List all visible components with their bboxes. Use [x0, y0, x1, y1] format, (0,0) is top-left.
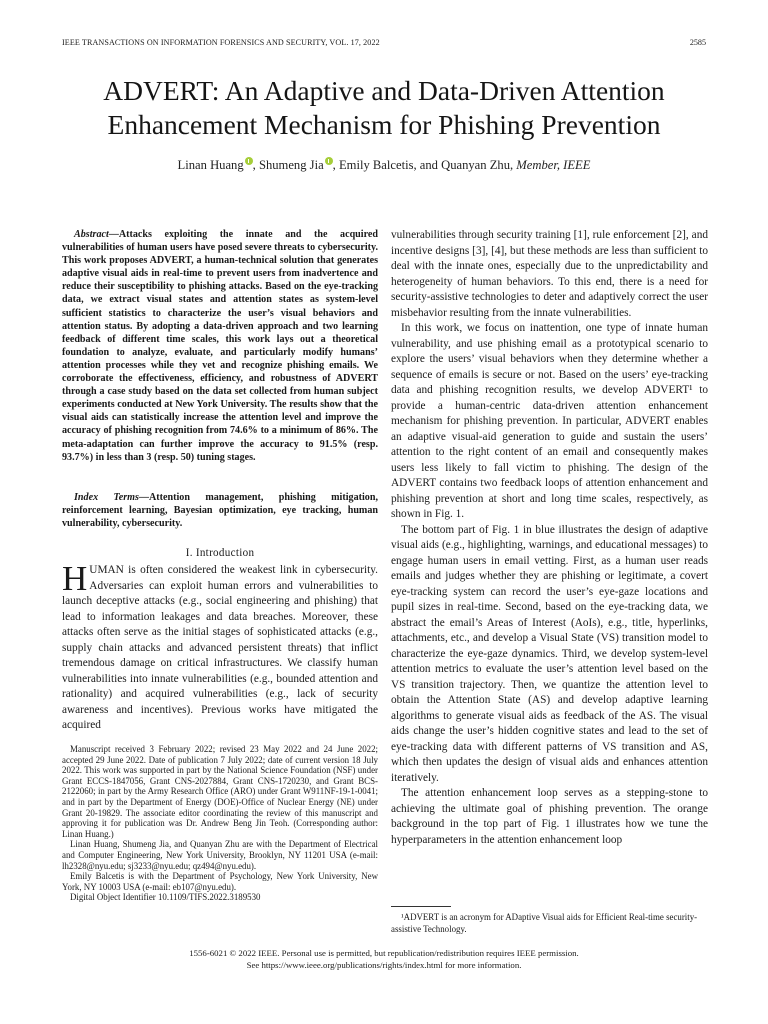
author-list: [20, 156, 748, 173]
author-1: Linan Huang: [177, 158, 244, 173]
intro-paragraph: UMAN is often considered the weakest link in cybersecurity. Adversaries can exploit human errors and vulnerabilities to launch deceptive attacks (e.g., social engineering and phishing) that lead to information leakages and data breaches. Moreover, these attacks often serve as the initial stages of sophisticated attacks (e.g., supply chain attacks and advanced persistent threats) that inflict tremendous damage on critical infrastructures. We classify human vulnerabilities into innate vulnerabilities (e.g., bounded attention and rationality) and acquired vulnerabilities (e.g., lack of security awareness and incentives). Previous works have mitigated the acquired: [62, 564, 378, 731]
abstract-text: —Attacks exploiting the innate and the acquired vulnerabilities of human users have posed severe threats to cybersecurity. This work proposes ADVERT, a human-technical solution that generates adaptive visual aids in real-time to prevent users from inadvertence and reduce their susceptibility to phishing attacks. Based on the eye-tracking data, we extract visual states and attention states as system-level sufficient statistics to characterize the user’s visual behaviors and attention status. By adopting a data-driven approach and two learning feedback of different time scales, this work lays out a theoretical foundation to analyze, evaluate, and particularly modify humans’ attention processes while they vet and recognize phishing emails. We corroborate the effectiveness, efficiency, and robustness of ADVERT through a case study based on the data set collected from human subject experiments conducted at New York University. The results show that the visual aids can statistically increase the attention level and improve the accuracy of phishing recognition from 74.6% to a minimum of 86%. The meta-adaptation can further improve the accuracy to 91.5% (resp. 93.7%) in less than 3 (resp. 50) tuning stages.: [62, 229, 378, 463]
orcid-icon[interactable]: [245, 157, 253, 165]
copyright-line-2: See https://www.ieee.org/publications/rights/index.html for more information.: [246, 959, 522, 970]
copyright-line-1: 1556-6021 © 2022 IEEE. Personal use is permitted, but republication/redistribution requires IEEE permission.: [189, 948, 579, 958]
footnote-divider: [391, 906, 451, 907]
affiliation-note-2: Emily Balcetis is with the Department of Psychology, New York University, New York, NY 10003 USA (e-mail: eb107@nyu.edu).: [62, 871, 378, 892]
doi-note: Digital Object Identifier 10.1109/TIFS.2022.3189530: [70, 892, 261, 903]
body-paragraph-1: vulnerabilities through security training [1], rule enforcement [2], and incentive designs [3], [4], but these methods are less than sufficient to deal with the innate ones, especially due to the unpredictability and heterogeneity of human behaviors. To this end, there is a need for security-assistive technologies to deter and adaptively correct the user misbehavior resulting from the innate vulnerabilities.: [391, 229, 708, 319]
body-paragraph-3: The bottom part of Fig. 1 in blue illustrates the design of adaptive visual aids (e.g., highlighting, warnings, and educational messages) to engage human users in email vetting. First, as a human user reads emails and judges whether they are phishing or legitimate, a covert eye-tracking system can record the user’s eye-gaze locations and pupil sizes in real-time. Second, based on the eye-tracking data, we abstract the email’s Areas of Interest (AoIs), e.g., title, hyperlinks, attachments, etc., and develop a Visual State (VS) transition model to characterize the eye-gaze dynamics. Third, we develop system-level attention metrics to evaluate the user’s attention level based on the VS transition trajectory. Then, we quantize the attention level to obtain the Attention State (AS) and develop adaptive learning algorithms to generate visual aids as feedback of the AS. The visual aids change the user’s hidden cognitive states and lead to the set of eye-tracking data with different patterns of VS transition and AS, which then updates the design of visual aids and enhances attention iteratively.: [391, 523, 708, 784]
right-footnote: [391, 911, 708, 935]
introduction-text: [62, 559, 378, 734]
index-terms-text: —Attention management, phishing mitigation, reinforcement learning, Bayesian optimization, eye tracking, human vulnerability, cybersecurity.: [62, 492, 378, 530]
running-header: [62, 38, 706, 50]
author-3: , Emily Balcetis, and Quanyan Zhu,: [332, 158, 517, 173]
copyright-notice: [62, 948, 706, 971]
section-heading: I. Introduction: [185, 547, 255, 559]
body-paragraph-2: In this work, we focus on inattention, one type of innate human vulnerability, and use phishing email as a prototypical scenario to explore the users’ visual behaviors when they determine whether a sequence of emails is secure or not. Based on the users’ eye-tracking data and phishing recognition results, we develop ADVERT¹ to provide a human-centric data-driven attention enhancement mechanism for phishing prevention. In particular, ADVERT enables an adaptive visual-aid generation to guide and sustain the users’ attention to the right content of an email and consequently makes users less likely to fall victim to phishing. The design of the ADVERT contains two feedback loops of attention enhancement and phishing prevention at short and long time scales, respectively, as shown in Fig. 1.: [391, 322, 708, 520]
body-paragraph-4: The attention enhancement loop serves as a stepping-stone to achieving the ultimate goal of phishing prevention. The orange background in the top part of Fig. 1 illustrates how we tune the hyperparameters in the attention enhancement loop: [391, 787, 708, 846]
orcid-icon[interactable]: [325, 157, 333, 165]
manuscript-note: Manuscript received 3 February 2022; revised 23 May 2022 and 24 June 2022; accepted 29 June 2022. Date of publication 7 July 2022; date of current version 18 July 2022. This work was supported in part by the National Science Foundation (NSF) under Grant ECCS-1847056, Grant CNS-2027884, Grant CNS-1720230, and Grant BCS-2122060; in part by the Army Research Office (ARO) under Grant W911NF-19-1-0041; and in part by the Department of Energy (DOE)-Office of Nuclear Energy (NE) under Grant 20-19829. The associate editor coordinating the review of this manuscript and approving it for publication was Dr. Andrew Beng Jin Teoh. (Corresponding author: Linan Huang.): [62, 744, 378, 839]
abstract-label: Abstract: [74, 229, 109, 240]
abstract: [62, 228, 378, 464]
index-terms-label: Index Terms: [74, 492, 139, 503]
drop-cap: H: [62, 559, 88, 598]
affiliation-note-1: Linan Huang, Shumeng Jia, and Quanyan Zhu are with the Department of Electrical and Computer Engineering, New York University, Brooklyn, NY 11201 USA (e-mail: lh2328@nyu.edu; sj3233@nyu.edu; qz494@nyu.edu).: [62, 839, 378, 871]
paper-title: [20, 74, 748, 142]
title-line-2: Enhancement Mechanism for Phishing Prevention: [107, 109, 661, 140]
right-column-body: [391, 228, 708, 848]
member-designation: Member, IEEE: [516, 158, 591, 173]
title-line-1: ADVERT: An Adaptive and Data-Driven Attention: [103, 75, 665, 106]
journal-name: IEEE TRANSACTIONS ON INFORMATION FORENSICS AND SECURITY, VOL. 17, 2022: [62, 38, 380, 47]
page-number: 2585: [689, 38, 706, 47]
acronym-footnote: ¹ADVERT is an acronym for ADaptive Visual aids for Efficient Real-time security-assistive Technology.: [391, 912, 698, 934]
index-terms: [62, 491, 378, 530]
author-2: , Shumeng Jia: [252, 158, 324, 173]
left-footnotes: [62, 744, 378, 903]
